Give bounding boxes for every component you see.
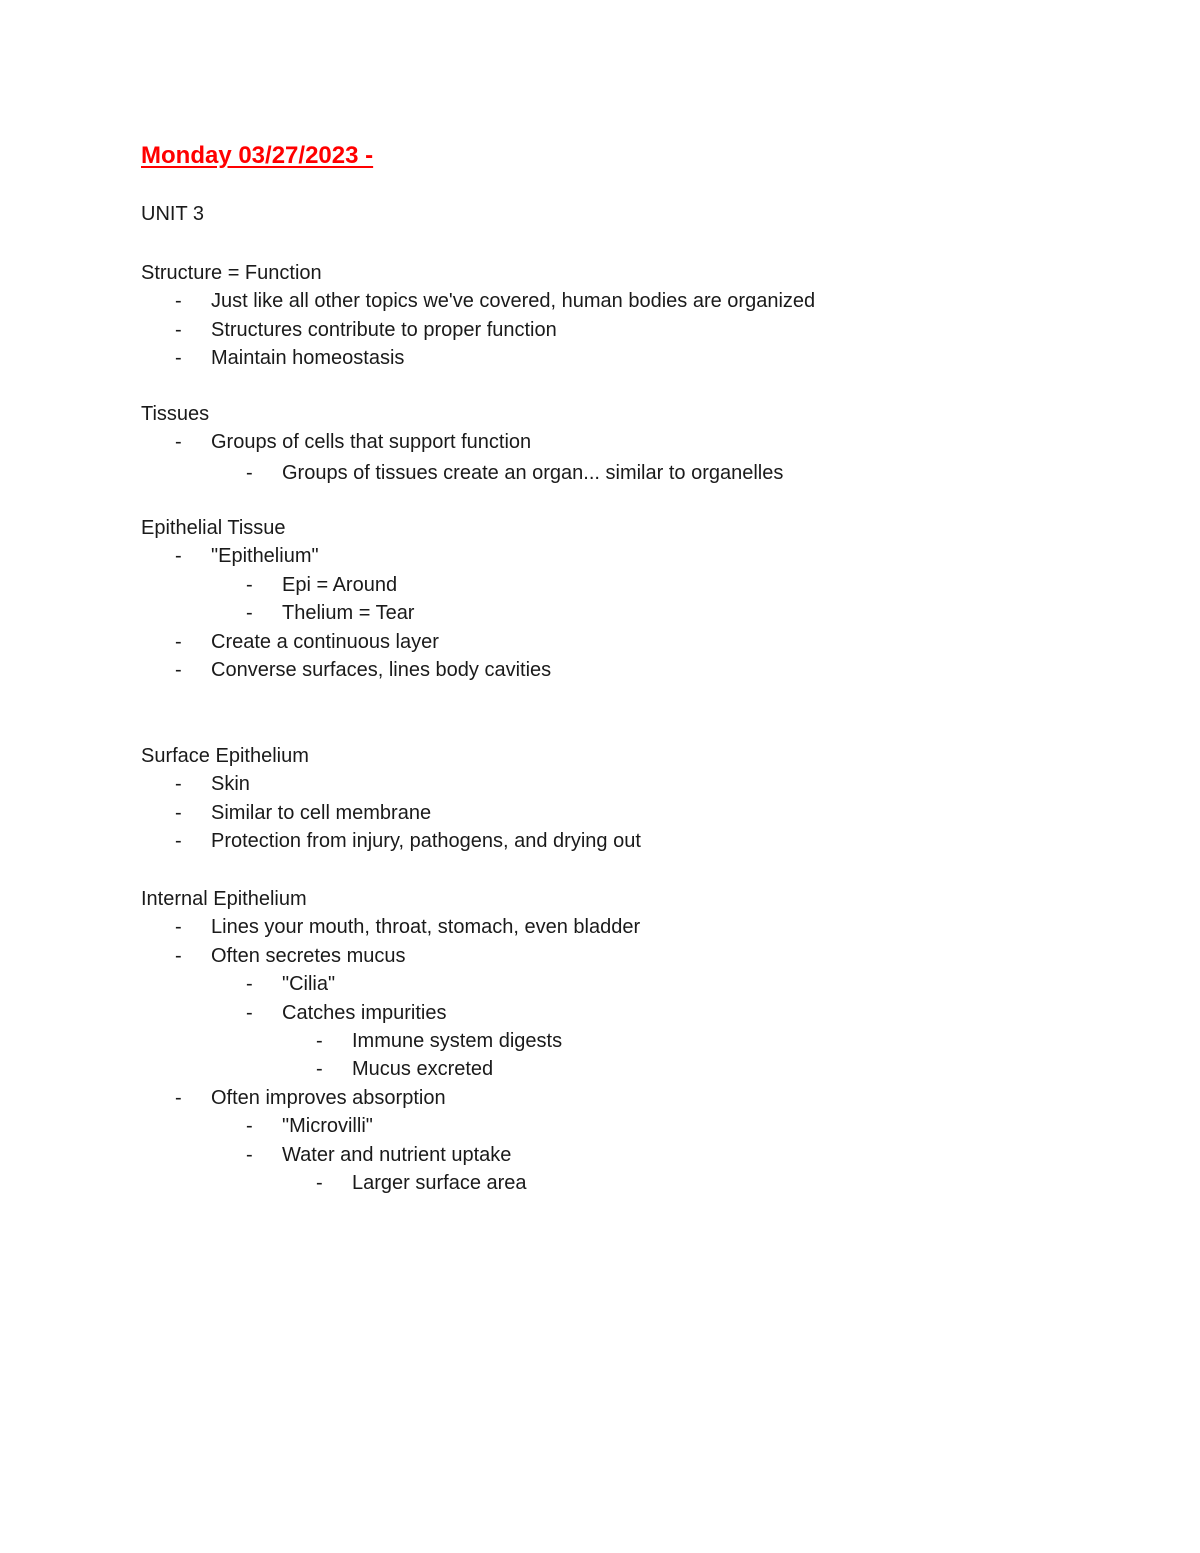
bullet-dash: - (246, 1143, 253, 1166)
list-item (141, 571, 551, 599)
list-item (141, 1027, 640, 1055)
list-item-text: Similar to cell membrane (211, 801, 432, 824)
list-item-text: Groups of tissues create an organ... similar to organelles (282, 461, 784, 484)
list-item (141, 316, 815, 344)
bullet-dash: - (246, 1115, 253, 1138)
bullet-list (141, 770, 641, 855)
list-item-text: Immune system digests (352, 1030, 563, 1053)
bullet-dash: - (246, 461, 253, 484)
list-item (141, 287, 815, 315)
list-item (141, 770, 641, 798)
section-heading: Structure = Function (141, 262, 322, 284)
list-item (141, 542, 551, 570)
bullet-dash: - (175, 773, 182, 796)
bullet-list (141, 287, 815, 372)
bullet-dash: - (175, 630, 182, 653)
list-item (141, 827, 641, 855)
list-item-text: Skin (211, 773, 250, 796)
bullet-dash: - (175, 545, 182, 568)
bullet-list (141, 913, 640, 1197)
bullet-dash: - (175, 431, 182, 454)
list-item (141, 1084, 640, 1112)
bullet-list (141, 428, 783, 487)
list-item-text: Larger surface area (352, 1172, 527, 1195)
list-item (141, 1169, 640, 1197)
list-item-text: Create a continuous layer (211, 630, 439, 653)
bullet-dash: - (246, 602, 253, 625)
list-item (141, 459, 783, 487)
list-item-text: "Epithelium" (211, 545, 319, 568)
list-item (141, 913, 640, 941)
list-item (141, 344, 815, 372)
list-item (141, 970, 640, 998)
section-tissues (141, 400, 783, 487)
section-heading: Internal Epithelium (141, 888, 307, 910)
list-item (141, 999, 640, 1027)
bullet-dash: - (246, 573, 253, 596)
bullet-dash: - (175, 659, 182, 682)
list-item-text: Maintain homeostasis (211, 347, 405, 370)
bullet-dash: - (246, 973, 253, 996)
list-item-text: Protection from injury, pathogens, and drying out (211, 830, 641, 853)
list-item-text: Converse surfaces, lines body cavities (211, 659, 552, 682)
bullet-dash: - (316, 1058, 323, 1081)
list-item-text: Structures contribute to proper function (211, 318, 557, 341)
page-title: Monday 03/27/2023 - (141, 142, 374, 169)
list-item (141, 942, 640, 970)
list-item-text: Catches impurities (282, 1001, 447, 1024)
list-item (141, 1141, 640, 1169)
list-item-text: Groups of cells that support function (211, 431, 532, 454)
bullet-dash: - (175, 916, 182, 939)
bullet-dash: - (175, 801, 182, 824)
list-item-text: Often secretes mucus (211, 944, 406, 967)
list-item (141, 428, 783, 456)
section-structure-function (141, 259, 815, 373)
section-heading: Surface Epithelium (141, 745, 309, 767)
list-item-text: Just like all other topics we've covered, human bodies are organized (211, 290, 816, 313)
bullet-dash: - (175, 830, 182, 853)
bullet-dash: - (175, 1086, 182, 1109)
list-item (141, 656, 551, 684)
bullet-dash: - (246, 1001, 253, 1024)
section-heading: Epithelial Tissue (141, 517, 286, 539)
list-item-text: Thelium = Tear (282, 602, 415, 625)
bullet-list (141, 542, 551, 684)
list-item-text: Epi = Around (282, 573, 398, 596)
bullet-dash: - (175, 290, 182, 313)
list-item (141, 628, 551, 656)
bullet-dash: - (175, 944, 182, 967)
list-item-text: "Cilia" (282, 973, 336, 996)
list-item-text: Often improves absorption (211, 1086, 446, 1109)
bullet-dash: - (175, 318, 182, 341)
list-item-text: Mucus excreted (352, 1058, 494, 1081)
list-item (141, 1055, 640, 1083)
section-internal-epithelium (141, 885, 640, 1197)
bullet-dash: - (316, 1172, 323, 1195)
bullet-dash: - (175, 347, 182, 370)
section-heading: Tissues (141, 403, 210, 425)
list-item (141, 599, 551, 627)
list-item-text: Lines your mouth, throat, stomach, even bladder (211, 916, 641, 939)
list-item (141, 799, 641, 827)
list-item-text: "Microvilli" (282, 1115, 373, 1138)
section-surface-epithelium (141, 742, 641, 856)
list-item-text: Water and nutrient uptake (282, 1143, 512, 1166)
unit-label: UNIT 3 (141, 203, 204, 225)
section-epithelial-tissue (141, 514, 551, 684)
list-item (141, 1112, 640, 1140)
bullet-dash: - (316, 1030, 323, 1053)
